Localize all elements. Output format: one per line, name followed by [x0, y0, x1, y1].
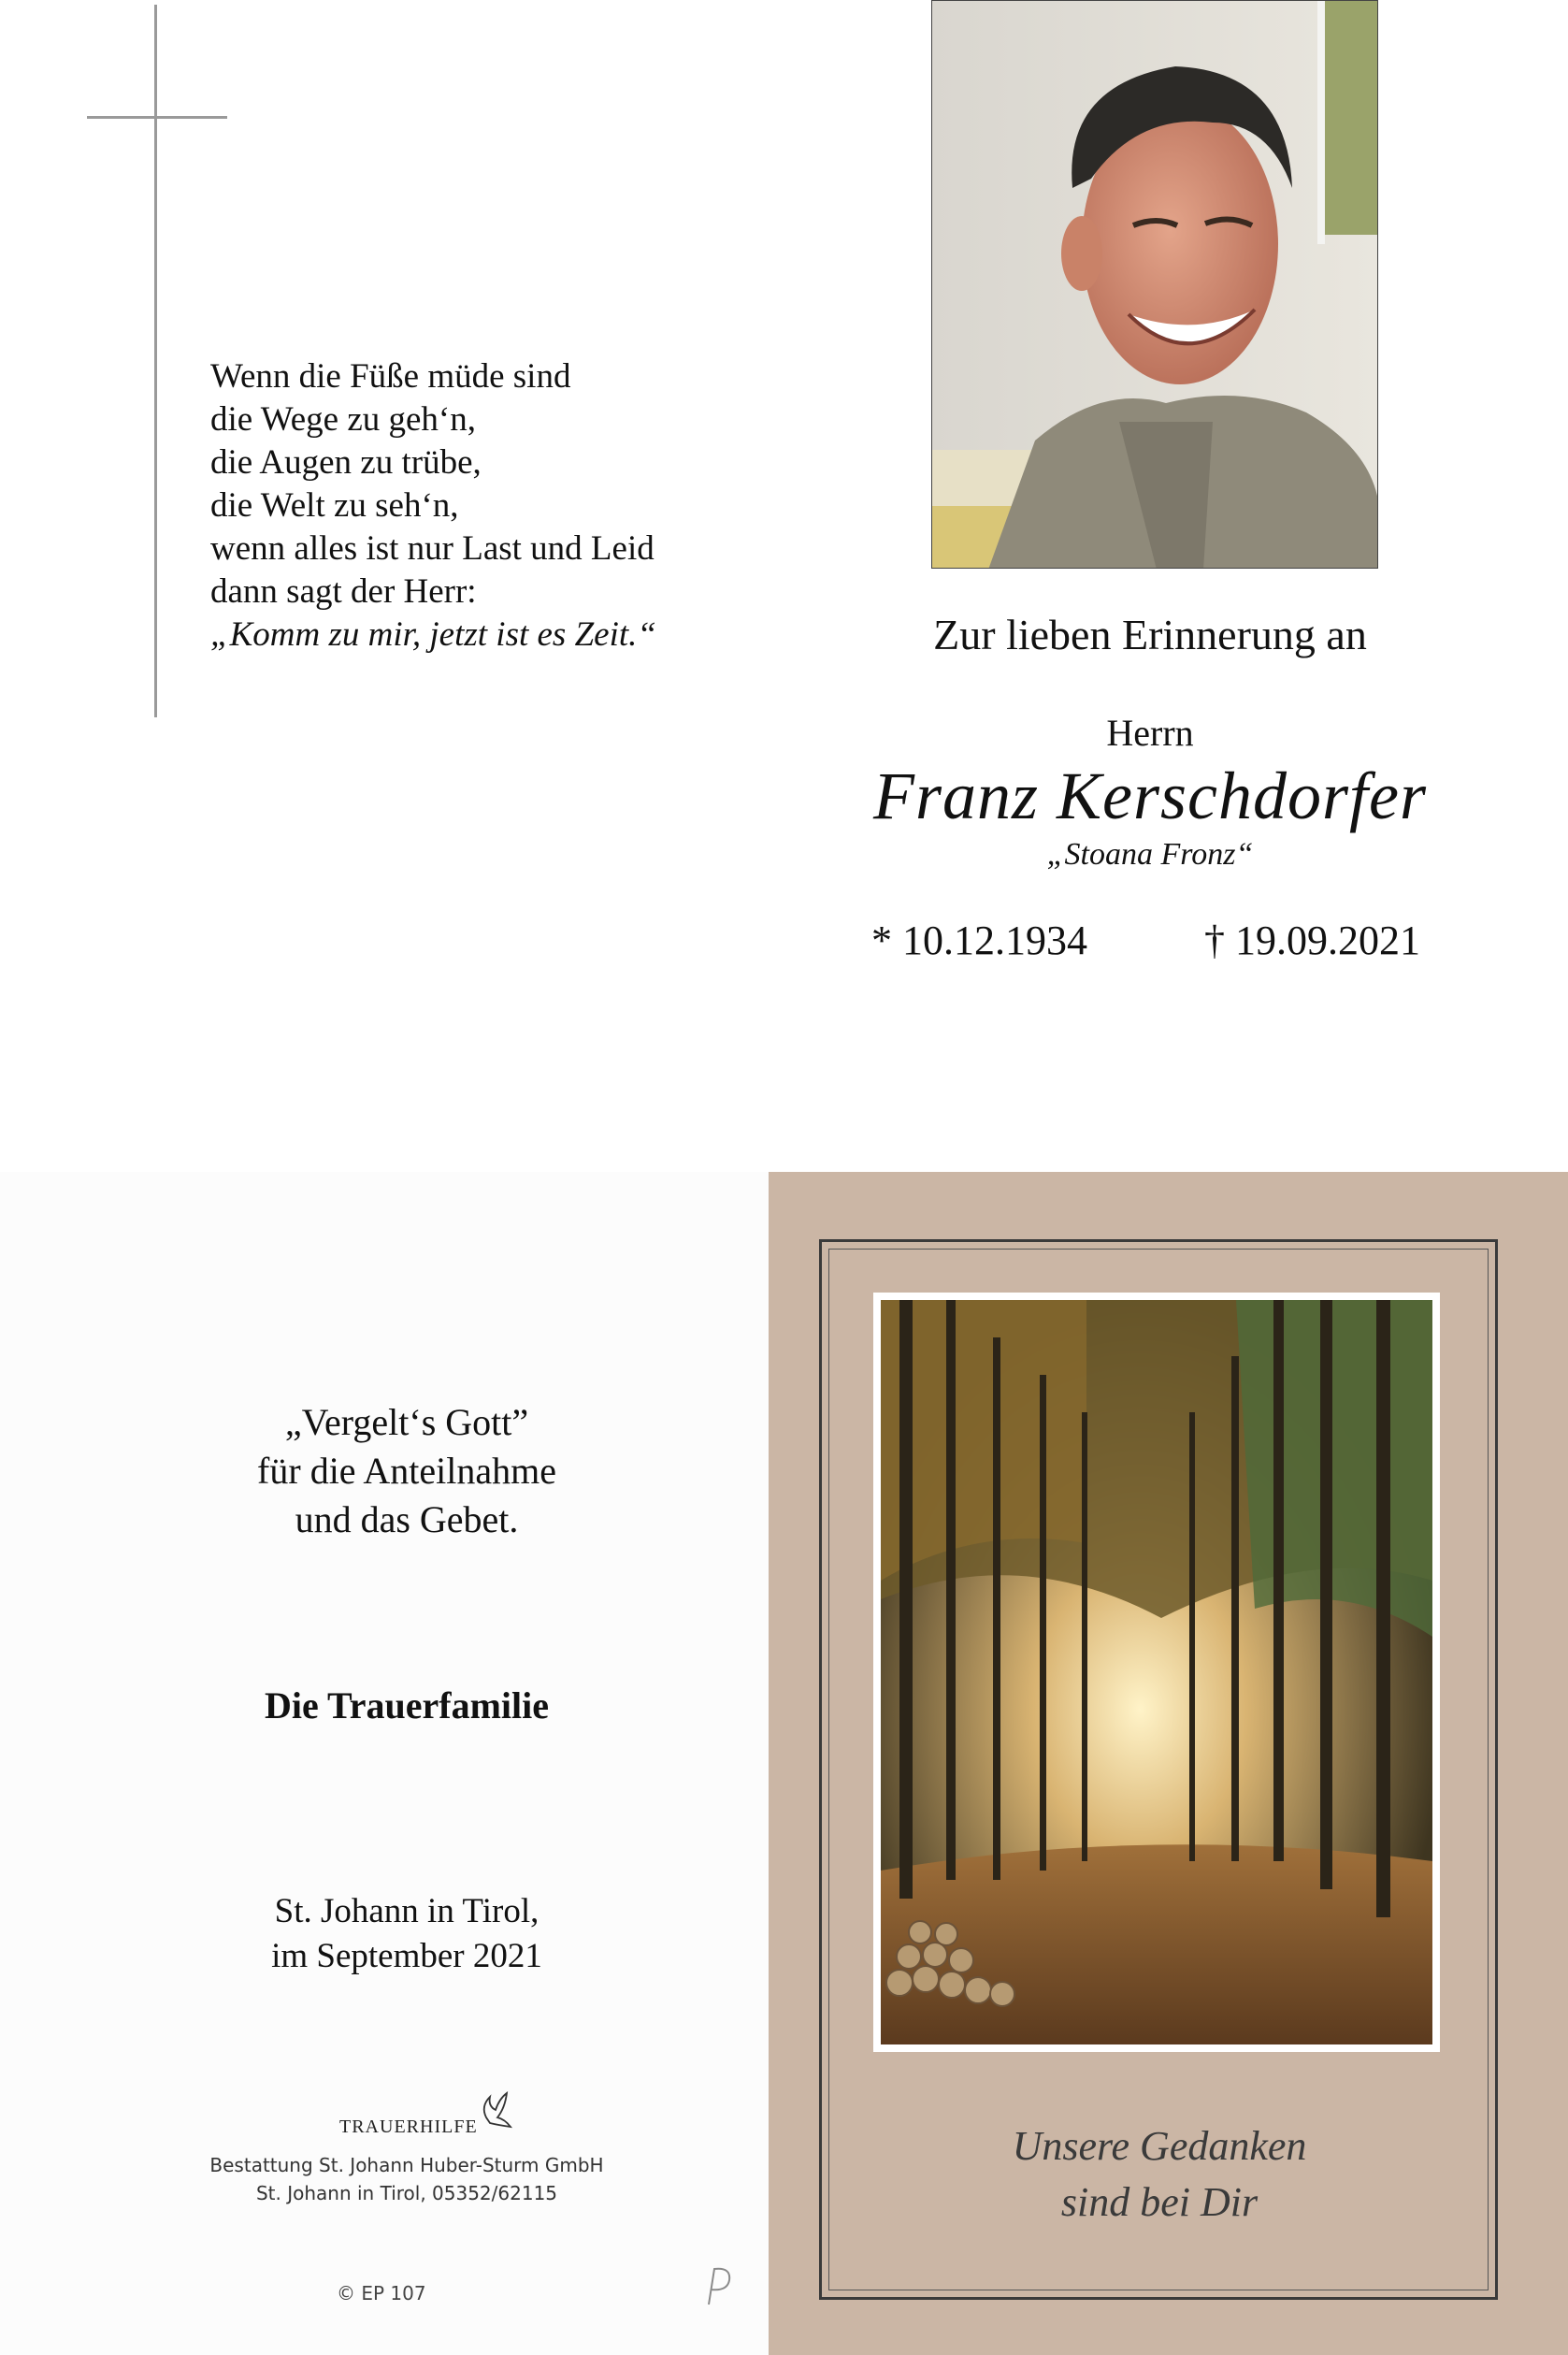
undertaker-info — [126, 2151, 687, 2207]
place-line: St. Johann in Tirol, — [274, 1892, 539, 1930]
birth-date: * 10.12.1934 — [871, 917, 1087, 963]
cover-caption — [860, 2118, 1459, 2231]
salutation: Herrn — [1106, 712, 1194, 754]
portrait-photo — [931, 0, 1378, 569]
poem-line: dann sagt der Herr: — [210, 572, 477, 611]
caption-line: Unsere Gedanken — [1012, 2123, 1307, 2169]
nickname: „Stoana Fronz“ — [1046, 837, 1254, 872]
caption-line: sind bei Dir — [1060, 2179, 1259, 2225]
dove-icon — [477, 2089, 514, 2132]
thanks-line: und das Gebet. — [295, 1498, 519, 1540]
poem-line: die Welt zu seh‘n, — [210, 486, 459, 525]
company-address: St. Johann in Tirol, 05352/62115 — [255, 2182, 558, 2204]
family-signature: Die Trauerfamilie — [265, 1684, 549, 1727]
forest-photo — [881, 1300, 1432, 2044]
cross-vertical — [154, 5, 157, 717]
company-name: Bestattung St. Johann Huber-Sturm GmbH — [209, 2154, 604, 2176]
thanks-line: „Vergelt‘s Gott” — [284, 1401, 529, 1443]
deceased-name: Franz Kerschdorfer — [873, 759, 1427, 833]
poem-line: Wenn die Füße müde sind — [210, 357, 571, 396]
poem-line: die Wege zu geh‘n, — [210, 400, 477, 439]
poem-line: die Augen zu trübe, — [210, 443, 482, 482]
publisher-mark-icon — [699, 2263, 737, 2310]
cross-horizontal — [87, 116, 227, 119]
poem — [210, 355, 809, 657]
poem-line: wenn alles ist nur Last und Leid — [210, 529, 655, 568]
thanks-line: für die Anteilnahme — [257, 1450, 556, 1492]
product-code: © EP 107 — [337, 2282, 426, 2304]
brand-name: TRAUERHILFE — [339, 2117, 478, 2137]
thanks-text — [126, 1398, 687, 1544]
poem-quote: „Komm zu mir, jetzt ist es Zeit.“ — [210, 615, 656, 654]
date-line: im September 2021 — [271, 1937, 542, 1975]
memorial-intro: Zur lieben Erinnerung an — [933, 611, 1367, 658]
place-date — [126, 1889, 687, 1979]
death-date: † 19.09.2021 — [1204, 917, 1420, 963]
